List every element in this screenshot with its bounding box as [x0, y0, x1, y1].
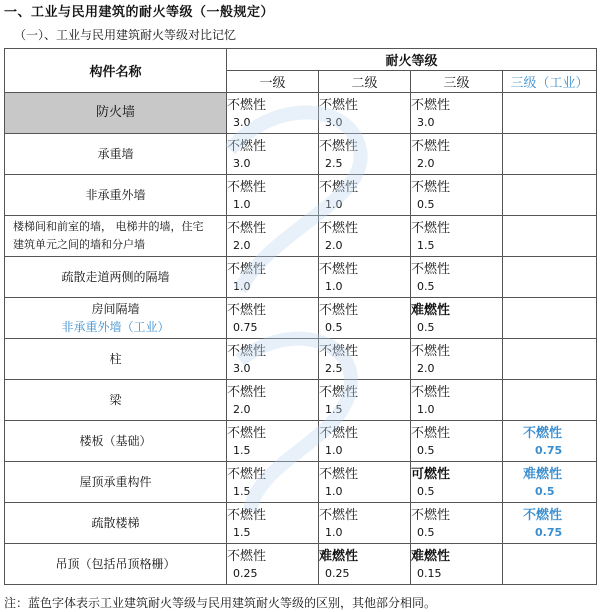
rating-hours: 1.0 [417, 402, 435, 416]
component-name: 屋顶承重构件 [5, 462, 227, 503]
rating-cell [319, 93, 411, 134]
rating-property: 不燃性 [411, 220, 451, 236]
rating-property: 不燃性 [319, 261, 359, 277]
rating-property: 不燃性 [319, 179, 359, 195]
rating-cell-empty [503, 257, 597, 298]
rating-hours: 0.75 [535, 443, 563, 457]
rating-property: 不燃性 [227, 466, 267, 482]
rating-cell [319, 134, 411, 175]
component-name: 承重墙 [5, 134, 227, 175]
rating-hours: 2.0 [417, 156, 435, 170]
component-name-line: 楼梯间和前室的墙， 电梯井的墙，住宅 [13, 220, 204, 233]
rating-cell [411, 421, 503, 462]
rating-property: 不燃性 [523, 507, 563, 523]
rating-property: 可燃性 [411, 466, 451, 482]
rating-cell [411, 503, 503, 544]
rating-cell-empty [503, 339, 597, 380]
component-name [5, 298, 227, 339]
rating-property: 不燃性 [227, 302, 267, 318]
grade-2: 二级 [319, 71, 411, 93]
rating-hours: 3.0 [417, 115, 435, 129]
rating-cell-industrial [503, 421, 597, 462]
component-name [5, 216, 227, 257]
table-row [5, 339, 597, 380]
rating-hours: 0.5 [417, 279, 435, 293]
rating-cell [227, 134, 319, 175]
rating-property: 不燃性 [227, 343, 267, 359]
rating-hours: 0.5 [417, 320, 435, 334]
rating-cell-empty [503, 175, 597, 216]
rating-cell [411, 339, 503, 380]
rating-cell [411, 257, 503, 298]
rating-hours: 1.5 [417, 238, 435, 252]
rating-cell [319, 380, 411, 421]
rating-cell-empty [503, 544, 597, 585]
rating-property: 不燃性 [319, 384, 359, 400]
rating-hours: 1.5 [325, 402, 343, 416]
rating-property: 不燃性 [411, 425, 451, 441]
fire-rating-table [4, 48, 597, 585]
table-row [5, 93, 597, 134]
rating-cell [319, 503, 411, 544]
rating-cell [319, 175, 411, 216]
table-row [5, 175, 597, 216]
table-row [5, 503, 597, 544]
rating-hours: 1.5 [233, 443, 251, 457]
rating-hours: 1.0 [325, 525, 343, 539]
component-name: 楼板（基础） [5, 421, 227, 462]
rating-hours: 2.0 [233, 238, 251, 252]
rating-hours: 2.0 [325, 238, 343, 252]
rating-hours: 1.0 [233, 197, 251, 211]
rating-property: 不燃性 [411, 97, 451, 113]
rating-property: 不燃性 [411, 507, 451, 523]
rating-cell [227, 257, 319, 298]
rating-hours: 1.0 [233, 279, 251, 293]
table-row [5, 544, 597, 585]
rating-property: 不燃性 [227, 220, 267, 236]
rating-cell [319, 339, 411, 380]
rating-cell [227, 544, 319, 585]
rating-hours: 1.0 [325, 484, 343, 498]
rating-property: 难燃性 [411, 548, 451, 564]
rating-hours: 0.5 [417, 443, 435, 457]
rating-cell [411, 462, 503, 503]
rating-property: 不燃性 [411, 179, 451, 195]
rating-property: 不燃性 [411, 343, 451, 359]
rating-property: 不燃性 [319, 466, 359, 482]
rating-property: 难燃性 [319, 548, 359, 564]
rating-property: 不燃性 [411, 261, 451, 277]
component-name-line: 建筑单元之间的墙和分户墙 [13, 238, 145, 251]
table-row [5, 134, 597, 175]
rating-cell [411, 298, 503, 339]
rating-cell [319, 462, 411, 503]
rating-cell-empty [503, 380, 597, 421]
rating-hours: 0.5 [417, 525, 435, 539]
rating-property: 难燃性 [523, 466, 563, 482]
rating-property: 不燃性 [411, 138, 451, 154]
rating-hours: 0.5 [417, 484, 435, 498]
component-name-industrial: 非承重外墙（工业） [61, 320, 170, 334]
rating-cell-industrial [503, 462, 597, 503]
table-row [5, 298, 597, 339]
rating-hours: 1.0 [325, 443, 343, 457]
rating-hours: 3.0 [233, 115, 251, 129]
rating-property: 不燃性 [227, 97, 267, 113]
grade-1: 一级 [227, 71, 319, 93]
rating-cell [227, 462, 319, 503]
component-name: 非承重外墙 [5, 175, 227, 216]
table-row [5, 216, 597, 257]
component-name-line: 房间隔墙 [91, 302, 140, 316]
rating-property: 不燃性 [319, 138, 359, 154]
rating-hours: 0.15 [417, 566, 442, 580]
rating-hours: 0.25 [233, 566, 258, 580]
rating-hours: 2.0 [417, 361, 435, 375]
component-name: 防火墙 [5, 93, 227, 134]
rating-cell [411, 93, 503, 134]
rating-property: 不燃性 [227, 384, 267, 400]
rating-cell [227, 216, 319, 257]
rating-property: 不燃性 [319, 343, 359, 359]
rating-property: 不燃性 [227, 507, 267, 523]
rating-cell [227, 339, 319, 380]
rating-hours: 3.0 [233, 156, 251, 170]
rating-property: 不燃性 [319, 97, 359, 113]
rating-cell [319, 257, 411, 298]
rating-cell-empty [503, 216, 597, 257]
rating-property: 不燃性 [411, 384, 451, 400]
rating-property: 不燃性 [319, 507, 359, 523]
rating-cell [227, 380, 319, 421]
rating-cell [227, 503, 319, 544]
rating-cell-industrial [503, 503, 597, 544]
rating-property: 不燃性 [227, 179, 267, 195]
rating-cell-empty [503, 298, 597, 339]
rating-hours: 1.5 [233, 525, 251, 539]
rating-cell [411, 216, 503, 257]
component-name: 梁 [5, 380, 227, 421]
component-name: 吊顶（包括吊顶格栅） [5, 544, 227, 585]
rating-hours: 1.0 [325, 279, 343, 293]
rating-property: 不燃性 [319, 302, 359, 318]
rating-hours: 0.25 [325, 566, 350, 580]
rating-cell [227, 298, 319, 339]
rating-property: 不燃性 [227, 548, 267, 564]
rating-hours: 0.5 [417, 197, 435, 211]
rating-hours: 2.5 [325, 156, 343, 170]
rating-property: 不燃性 [319, 220, 359, 236]
rating-hours: 0.5 [535, 484, 555, 498]
component-name: 疏散走道两侧的隔墙 [5, 257, 227, 298]
component-name: 疏散楼梯 [5, 503, 227, 544]
rating-property: 难燃性 [411, 302, 451, 318]
rating-hours: 0.75 [233, 320, 258, 334]
rating-hours: 0.75 [535, 525, 563, 539]
header-row [5, 49, 597, 71]
rating-cell [411, 175, 503, 216]
rating-property: 不燃性 [523, 425, 563, 441]
rating-hours: 1.5 [233, 484, 251, 498]
rating-hours: 2.0 [233, 402, 251, 416]
rating-cell [319, 544, 411, 585]
section-heading: 一、工业与民用建筑的耐火等级（一般规定） [4, 5, 275, 20]
rating-cell-empty [503, 134, 597, 175]
rating-hours: 0.5 [325, 320, 343, 334]
rating-cell [227, 175, 319, 216]
grade-3-industrial: 三级（工业） [503, 71, 597, 93]
footnote: 注：蓝色字体表示工业建筑耐火等级与民用建筑耐火等级的区别，其他部分相同。 [4, 596, 437, 610]
table-row [5, 380, 597, 421]
rating-cell [227, 421, 319, 462]
rating-cell [319, 216, 411, 257]
rating-cell [411, 544, 503, 585]
table-row [5, 421, 597, 462]
rating-property: 不燃性 [227, 138, 267, 154]
rating-hours: 2.5 [325, 361, 343, 375]
rating-hours: 3.0 [325, 115, 343, 129]
rating-header: 耐火等级 [227, 49, 597, 71]
rating-hours: 3.0 [233, 361, 251, 375]
rating-property: 不燃性 [227, 261, 267, 277]
rating-cell [411, 380, 503, 421]
table-row [5, 462, 597, 503]
rating-hours: 1.0 [325, 197, 343, 211]
rating-property: 不燃性 [227, 425, 267, 441]
rating-cell [411, 134, 503, 175]
grade-3: 三级 [411, 71, 503, 93]
rating-property: 不燃性 [319, 425, 359, 441]
rating-cell [319, 421, 411, 462]
component-header: 构件名称 [5, 49, 227, 93]
rating-cell [227, 93, 319, 134]
rating-cell-empty [503, 93, 597, 134]
table-row [5, 257, 597, 298]
rating-cell [319, 298, 411, 339]
sub-heading: （一）、工业与民用建筑耐火等级对比记忆 [14, 28, 237, 42]
component-name: 柱 [5, 339, 227, 380]
